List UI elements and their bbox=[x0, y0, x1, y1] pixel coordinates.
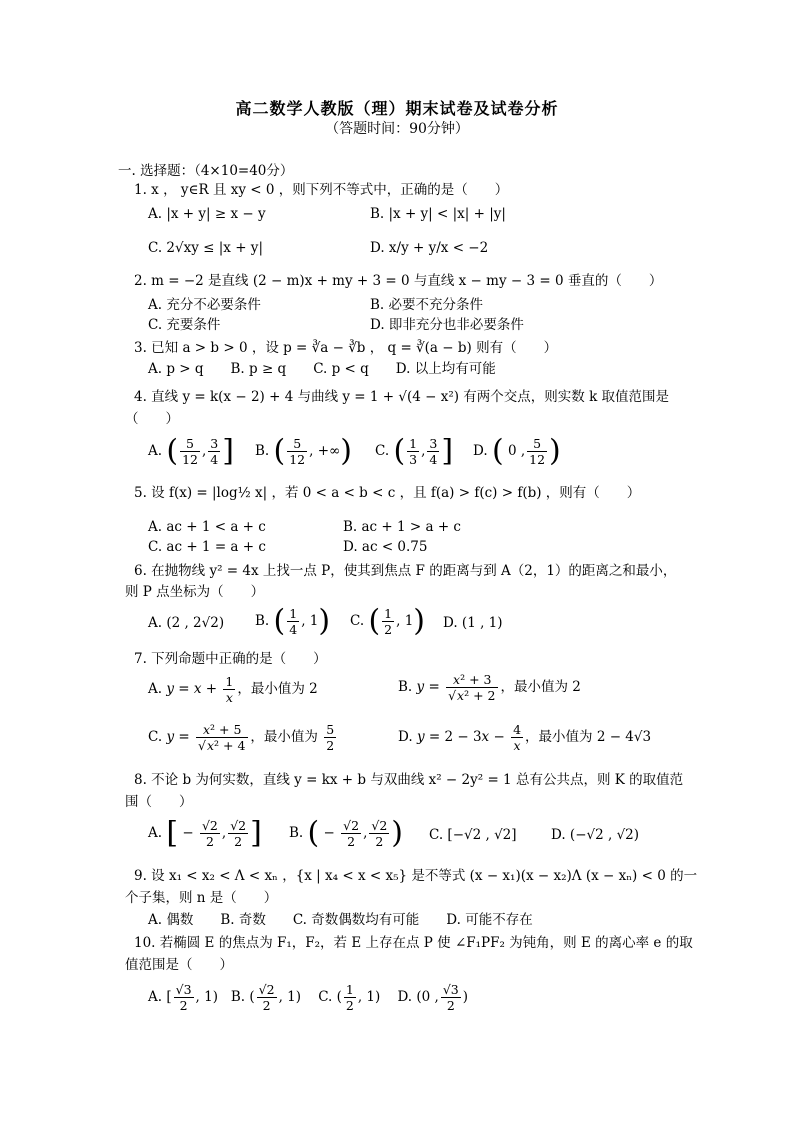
q5-option-c: C. ac + 1 = a + c bbox=[148, 539, 266, 555]
q8-stem-cont: 围（ ） bbox=[125, 794, 193, 810]
section-heading: 一. 选择题：（4×10=40分） bbox=[118, 163, 294, 179]
q10-stem: 10. 若椭圆 E 的焦点为 F₁，F₂，若 E 上存在点 P 使 ∠F₁PF₂ 为钝角，则 E 的离心率 e 的取 bbox=[134, 935, 693, 951]
q4-option-c: C. ( $\frac{1}{3}$ , $\frac{3}{4}$ ] bbox=[375, 433, 454, 469]
q6-stem-cont: 则 P 点坐标为（ ） bbox=[125, 584, 265, 600]
q2-stem: 2. m = −2 是直线 (2 − m)x + my + 3 = 0 与直线 x − my − 3 = 0 垂直的（ ） bbox=[134, 273, 663, 289]
q7-option-a: A. y = x + $\frac{1}{x}$ ，最小值为 2 bbox=[148, 674, 318, 705]
q4-option-b: B. ( $\frac{5}{12}$ , +∞) bbox=[255, 433, 352, 469]
q4-option-a: A. ( $\frac{5}{12}$ , $\frac{3}{4}$ ] bbox=[148, 433, 234, 469]
q2-option-b: B. 必要不充分条件 bbox=[370, 297, 484, 313]
q3-stem: 3. 已知 a > b > 0 ，设 p = ∛a − ∛b ， q = ∛(a − b) 则有（ ） bbox=[134, 340, 558, 356]
q7-option-b: B. y = $\frac{\text{x² + 3}}{\text{√x² + 2}}$ ，最小值为 2 bbox=[398, 672, 581, 703]
q8-stem: 8. 不论 b 为何实数，直线 y = kx + b 与双曲线 x² − 2y² = 1 总有公共点，则 K 的取值范 bbox=[134, 772, 684, 788]
q8-option-b: B. ( − $\frac{√2}{2}$ , $\frac{√2}{2}$ ) bbox=[289, 815, 403, 851]
q3-options: A. p > q B. p ≥ q C. p < q D. 以上均有可能 bbox=[148, 361, 496, 377]
q2-option-a: A. 充分不必要条件 bbox=[148, 297, 261, 313]
q8-option-d: D. (−√2 , √2) bbox=[551, 827, 640, 843]
page-title: 高二数学人教版（理）期末试卷及试卷分析 bbox=[235, 99, 559, 118]
q7-option-c: C. y = $\frac{\text{x² + 5}}{\text{√x² + 4}}$ ，最小值为 $\frac{5}{2}$ bbox=[148, 722, 335, 753]
q6-stem: 6. 在抛物线 y² = 4x 上找一点 P，使其到焦点 F 的距离与到 A（2，1）的距离之和最小， bbox=[134, 563, 677, 579]
q5-stem: 5. 设 f(x) = |log½ x| ，若 0 < a < b < c ，且 f(a) > f(c) > f(b) ，则有（ ） bbox=[134, 485, 641, 501]
q10-options: A. [ $\frac{√3}{2}$ , 1) B. ( $\frac{√2}{2}$ , 1) C. ( $\frac{1}{2}$ , 1) D. (0 , $\frac{√3}{2}$ ) bbox=[148, 982, 469, 1013]
q6-option-b: B. ( $\frac{1}{4}$ , 1) bbox=[255, 603, 331, 639]
q5-option-b: B. ac + 1 > a + c bbox=[343, 519, 461, 535]
q9-options: A. 偶数 B. 奇数 C. 奇数偶数均有可能 D. 可能不存在 bbox=[148, 912, 533, 928]
q1-stem: 1. x ， y∈R 且 xy < 0 ，则下列不等式中，正确的是（ ） bbox=[134, 182, 509, 198]
q7-option-d: D. y = 2 − 3x − $\frac{4}{x}$ ，最小值为 2 − 4√3 bbox=[398, 722, 652, 753]
q9-stem-cont: 个子集，则 n 是（ ） bbox=[125, 890, 278, 906]
q2-option-c: C. 充要条件 bbox=[148, 317, 221, 333]
q5-option-a: A. ac + 1 < a + c bbox=[148, 519, 266, 535]
q2-option-d: D. 即非充分也非必要条件 bbox=[370, 317, 524, 333]
q7-stem: 7. 下列命题中正确的是（ ） bbox=[134, 651, 327, 667]
q8-option-c: C. [−√2 , √2] bbox=[429, 827, 517, 843]
q8-option-a: A. [ − $\frac{√2}{2}$ , $\frac{√2}{2}$ ] bbox=[148, 815, 262, 851]
q1-option-d: D. x/y + y/x < −2 bbox=[370, 240, 489, 256]
q4-stem-cont: （ ） bbox=[125, 411, 179, 427]
page-subtitle: （答题时间：90分钟） bbox=[325, 121, 469, 137]
q1-option-b: B. |x + y| < |x| + |y| bbox=[370, 206, 506, 222]
q1-option-a: A. |x + y| ≥ x − y bbox=[148, 206, 266, 222]
q6-option-d: D. (1 , 1) bbox=[443, 615, 503, 631]
q9-stem: 9. 设 x₁ < x₂ < Λ < xₙ ，{x | x₄ < x < x₅} 是不等式 (x − x₁)(x − x₂)Λ (x − xₙ) < 0 的一 bbox=[134, 868, 698, 884]
q10-stem-cont: 值范围是（ ） bbox=[125, 957, 233, 973]
q6-option-c: C. ( $\frac{1}{2}$ , 1) bbox=[350, 603, 425, 639]
q5-option-d: D. ac < 0.75 bbox=[343, 539, 428, 555]
q6-option-a: A. (2 , 2√2) bbox=[148, 615, 225, 631]
q4-stem: 4. 直线 y = k(x − 2) + 4 与曲线 y = 1 + √(4 − x²) 有两个交点，则实数 k 取值范围是 bbox=[134, 389, 670, 405]
q4-option-d: D. ( 0 , $\frac{5}{12}$ ) bbox=[473, 433, 561, 469]
q1-option-c: C. 2√xy ≤ |x + y| bbox=[148, 240, 263, 256]
